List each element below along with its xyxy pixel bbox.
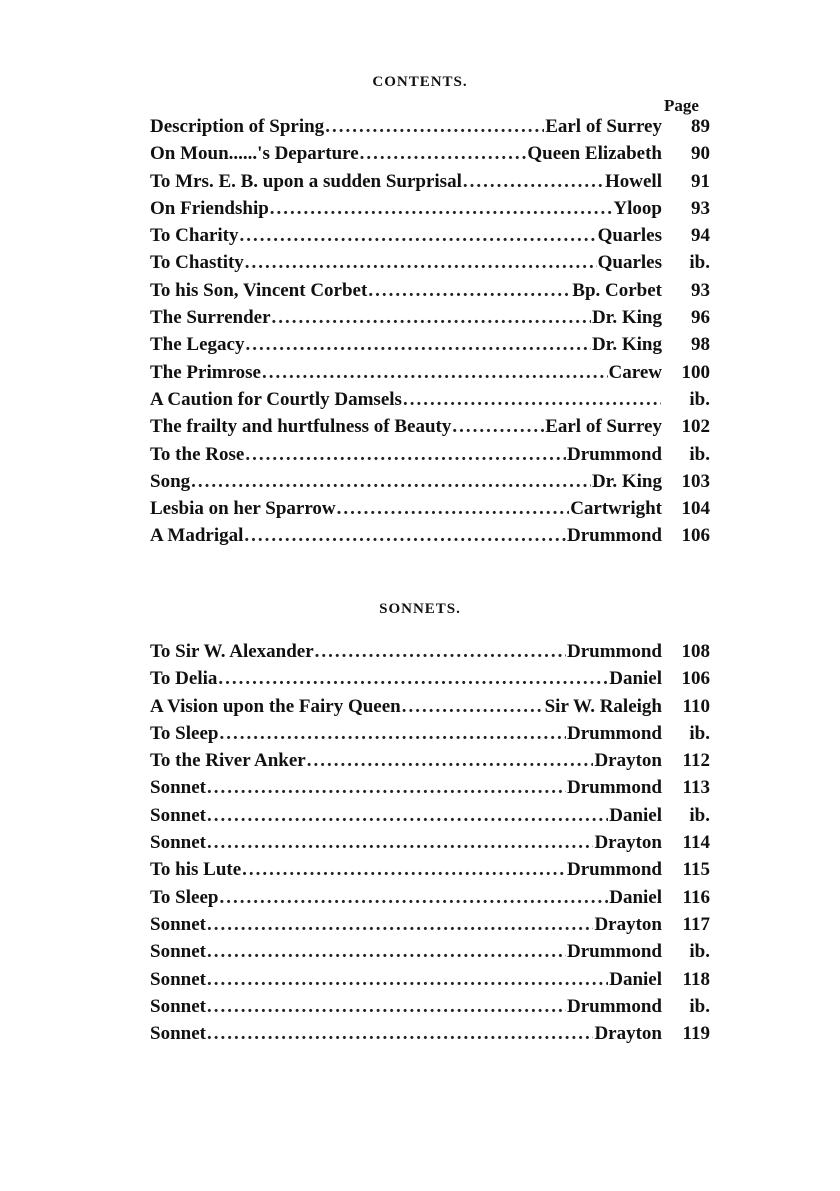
entry-title: To Sleep [150,886,219,908]
entry-author: Sir W. Raleigh [544,695,662,717]
entry-author: Drayton [594,913,662,935]
entry-author: Drummond [566,722,662,744]
entry-page: ib. [689,252,710,274]
dot-leader [272,304,591,331]
dot-leader [270,195,613,222]
entry-author: Drayton [594,1023,662,1045]
entry-author: Daniel [609,804,662,826]
entry-page: 116 [682,886,710,908]
toc-entry [150,638,710,665]
dot-leader [219,884,608,911]
dot-leader [207,938,566,965]
toc-entry [150,856,710,883]
entry-author: Quarles [597,252,662,274]
entry-page: 89 [691,116,710,137]
entry-page: 118 [682,968,710,990]
dot-leader [452,413,544,440]
entry-author: Howell [605,170,662,192]
dot-leader [207,802,608,829]
toc-entry [150,938,710,965]
dot-leader [307,747,594,774]
toc-entry [150,665,710,692]
entry-author: Yloop [613,197,662,219]
entry-page: 90 [691,143,710,165]
entry-title: Lesbia on her Sparrow [150,498,336,520]
contents-heading: CONTENTS. [372,74,468,90]
dot-leader [242,856,566,883]
toc-entry [150,747,710,774]
dot-leader [403,386,661,413]
dot-leader [245,331,590,358]
toc-entry [150,222,710,249]
entry-title: To his Lute [150,859,242,881]
dot-leader [463,168,604,195]
entry-title: To Chastity [150,252,244,274]
entry-page: 119 [682,1023,710,1045]
toc-entry [150,413,710,440]
dot-leader [262,359,608,386]
entry-title: Sonnet [150,832,206,854]
toc-entry [150,195,710,222]
entry-page: ib. [689,443,710,465]
dot-leader [245,441,566,468]
entry-page: 91 [691,170,710,192]
toc-entry [150,966,710,993]
entry-author: Drummond [566,443,662,465]
entry-title: The Surrender [150,307,271,329]
entry-title: Sonnet [150,913,206,935]
entry-author: Bp. Corbet [572,279,662,301]
dot-leader [207,911,593,938]
entry-title: On Moun......'s Departure [150,143,359,165]
entry-title: The frailty and hurtfulness of Beauty [150,416,452,438]
dot-leader [360,140,527,167]
entry-title: Description of Spring [150,116,325,137]
entry-page: 106 [681,668,710,690]
entry-page: ib. [689,941,710,963]
toc-entry [150,884,710,911]
entry-title: To Sir W. Alexander [150,641,314,662]
entry-author: Quarles [597,225,662,247]
toc-entry [150,359,710,386]
toc-entry [150,277,710,304]
entry-author: Drummond [566,941,662,963]
entry-author: Drummond [566,525,662,547]
contents-list [150,113,710,550]
entry-page: ib. [689,388,710,410]
entry-title: A Vision upon the Fairy Queen [150,695,401,717]
entry-title: To Mrs. E. B. upon a sudden Surprisal [150,170,462,192]
toc-entry [150,522,710,549]
entry-page: 114 [682,832,710,854]
entry-title: The Legacy [150,334,245,356]
entry-author: Carew [608,361,662,383]
dot-leader [245,249,597,276]
dot-leader [207,966,608,993]
entry-title: Song [150,470,191,492]
entry-author: Drayton [594,832,662,854]
dot-leader [402,693,544,720]
entry-page: 94 [691,225,710,247]
entry-title: Sonnet [150,1023,206,1045]
dot-leader [368,277,571,304]
toc-entry [150,495,710,522]
entry-page: 110 [682,695,710,717]
toc-entry [150,168,710,195]
entry-page: ib. [689,995,710,1017]
dot-leader [219,720,566,747]
dot-leader [240,222,597,249]
toc-entry [150,829,710,856]
entry-title: A Caution for Courtly Damsels [150,388,402,410]
dot-leader [325,113,544,140]
dot-leader [315,638,566,665]
entry-page: 93 [691,279,710,301]
dot-leader [207,829,593,856]
entry-page: 112 [682,750,710,772]
toc-entry [150,441,710,468]
entry-page: 117 [682,913,710,935]
entry-title: To Delia [150,668,218,690]
entry-page: ib. [689,722,710,744]
dot-leader [337,495,570,522]
entry-page: 102 [681,416,710,438]
entry-author: Queen Elizabeth [527,143,662,165]
sonnets-list [150,638,710,1047]
entry-page: ib. [689,804,710,826]
entry-author: Dr. King [591,334,662,356]
entry-title: To his Son, Vincent Corbet [150,279,368,301]
entry-page: 96 [691,307,710,329]
entry-author: Drummond [566,777,662,799]
entry-author: Daniel [609,968,662,990]
entry-page: 100 [681,361,710,383]
entry-author: Dr. King [591,470,662,492]
entry-title: On Friendship [150,197,269,219]
toc-entry [150,304,710,331]
entry-author: Dr. King [591,307,662,329]
entry-page: 115 [682,859,710,881]
entry-author: Drummond [566,995,662,1017]
dot-leader [218,665,608,692]
entry-author: Drummond [566,641,662,662]
toc-entry [150,1020,710,1047]
entry-author: Earl of Surrey [545,116,662,137]
entry-title: To the Rose [150,443,245,465]
toc-entry [150,468,710,495]
entry-title: A Madrigal [150,525,244,547]
toc-entry [150,113,710,140]
toc-entry [150,140,710,167]
entry-title: To Charity [150,225,239,247]
toc-entry [150,331,710,358]
entry-page: 113 [682,777,710,799]
dot-leader [207,1020,593,1047]
sonnets-heading: SONNETS. [379,601,461,617]
entry-title: Sonnet [150,941,206,963]
toc-entry [150,802,710,829]
entry-title: Sonnet [150,995,206,1017]
entry-page: 106 [681,525,710,547]
entry-title: Sonnet [150,804,206,826]
toc-entry [150,993,710,1020]
dot-leader [207,993,566,1020]
entry-title: The Primrose [150,361,261,383]
entry-author: Drayton [594,750,662,772]
dot-leader [244,522,566,549]
entry-author: Cartwright [570,498,662,520]
toc-entry [150,693,710,720]
toc-entry [150,720,710,747]
entry-title: Sonnet [150,968,206,990]
dot-leader [191,468,591,495]
entry-author: Drummond [566,859,662,881]
entry-author: Earl of Surrey [545,416,662,438]
entry-page: 103 [681,470,710,492]
entry-title: Sonnet [150,777,206,799]
toc-entry [150,249,710,276]
toc-entry [150,911,710,938]
entry-page: 93 [691,197,710,219]
page-column-label: Page [664,96,699,115]
toc-entry [150,386,710,413]
entry-title: To Sleep [150,722,219,744]
entry-title: To the River Anker [150,750,306,772]
entry-page: 108 [681,641,710,662]
entry-page: 98 [691,334,710,356]
entry-page: 104 [681,498,710,520]
toc-entry [150,774,710,801]
dot-leader [207,774,566,801]
entry-author: Daniel [609,668,662,690]
entry-author: Daniel [609,886,662,908]
